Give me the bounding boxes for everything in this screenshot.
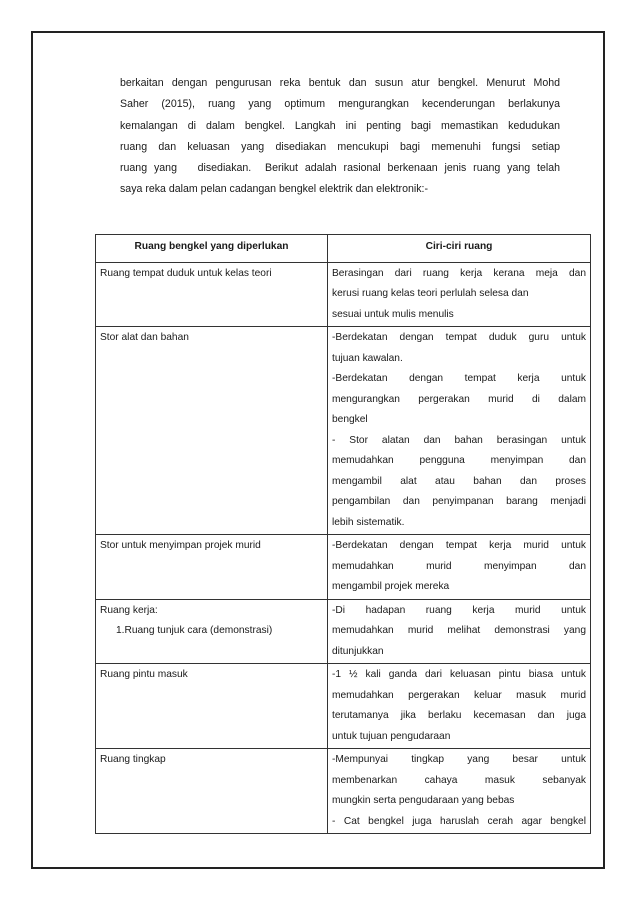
table-header-row [96, 235, 591, 263]
space-name: Ruang pintu masuk [96, 664, 328, 749]
space-characteristics: -Berdekatan dengan tempat duduk guru untuk tujuan kawalan. -Berdekatan dengan tempat kerja untuk mengurangkan pergerakan murid di dalam bengkel - Stor alatan dan bahan berasingan untuk memudahkan pengguna menyimpan dan mengambil alat atau bahan dan proses pengambilan dan penyimpanan barang menjadi lebih sistematik. [328, 327, 591, 535]
space-name: Ruang tingkap [96, 749, 328, 834]
space-characteristics: -Berdekatan dengan tempat kerja murid untuk memudahkan murid menyimpan dan mengambil projek mereka [328, 535, 591, 600]
body-paragraph [120, 73, 560, 201]
paragraph-line: ruang yang disediakan. Berikut adalah rasional berkenaan jenis ruang yang telah [120, 162, 560, 175]
header-characteristics: Ciri-ciri ruang [328, 235, 591, 263]
table-row [96, 599, 591, 664]
space-name: Stor alat dan bahan [96, 327, 328, 535]
table-row [96, 262, 591, 327]
space-name: Ruang tempat duduk untuk kelas teori [96, 262, 328, 327]
table-row [96, 749, 591, 834]
paragraph-line: Saher (2015), ruang yang optimum mengurangkan kecenderungan berlakunya [120, 98, 560, 111]
table-row [96, 664, 591, 749]
space-characteristics: -Mempunyai tingkap yang besar untuk membenarkan cahaya masuk sebanyak mungkin serta pengudaraan yang bebas - Cat bengkel juga haruslah cerah agar bengkel [328, 749, 591, 834]
space-characteristics: Berasingan dari ruang kerja kerana meja dan kerusi ruang kelas teori perlulah selesa dan sesuai untuk mulis menulis [328, 262, 591, 327]
space-name: Ruang kerja: 1.Ruang tunjuk cara (demonstrasi) [96, 599, 328, 664]
space-characteristics: -Di hadapan ruang kerja murid untuk memudahkan murid melihat demonstrasi yang ditunjukkan [328, 599, 591, 664]
paragraph-line: ruang dan keluasan yang disediakan mencukupi bagi memenuhi fungsi setiap [120, 140, 560, 153]
table-row [96, 327, 591, 535]
paragraph-line: kemalangan di dalam bengkel. Langkah ini penting bagi memastikan kedudukan [120, 119, 560, 132]
header-space: Ruang bengkel yang diperlukan [96, 235, 328, 263]
space-name: Stor untuk menyimpan projek murid [96, 535, 328, 600]
space-requirements-table [95, 234, 591, 834]
paragraph-line: berkaitan dengan pengurusan reka bentuk dan susun atur bengkel. Menurut Mohd [120, 77, 560, 89]
space-characteristics: -1 ½ kali ganda dari keluasan pintu biasa untuk memudahkan pergerakan keluar masuk murid terutamanya jika berlaku kecemasan dan juga untuk tujuan pengudaraan [328, 664, 591, 749]
paragraph-line: saya reka dalam pelan cadangan bengkel elektrik dan elektronik:- [120, 183, 428, 196]
table-row [96, 535, 591, 600]
